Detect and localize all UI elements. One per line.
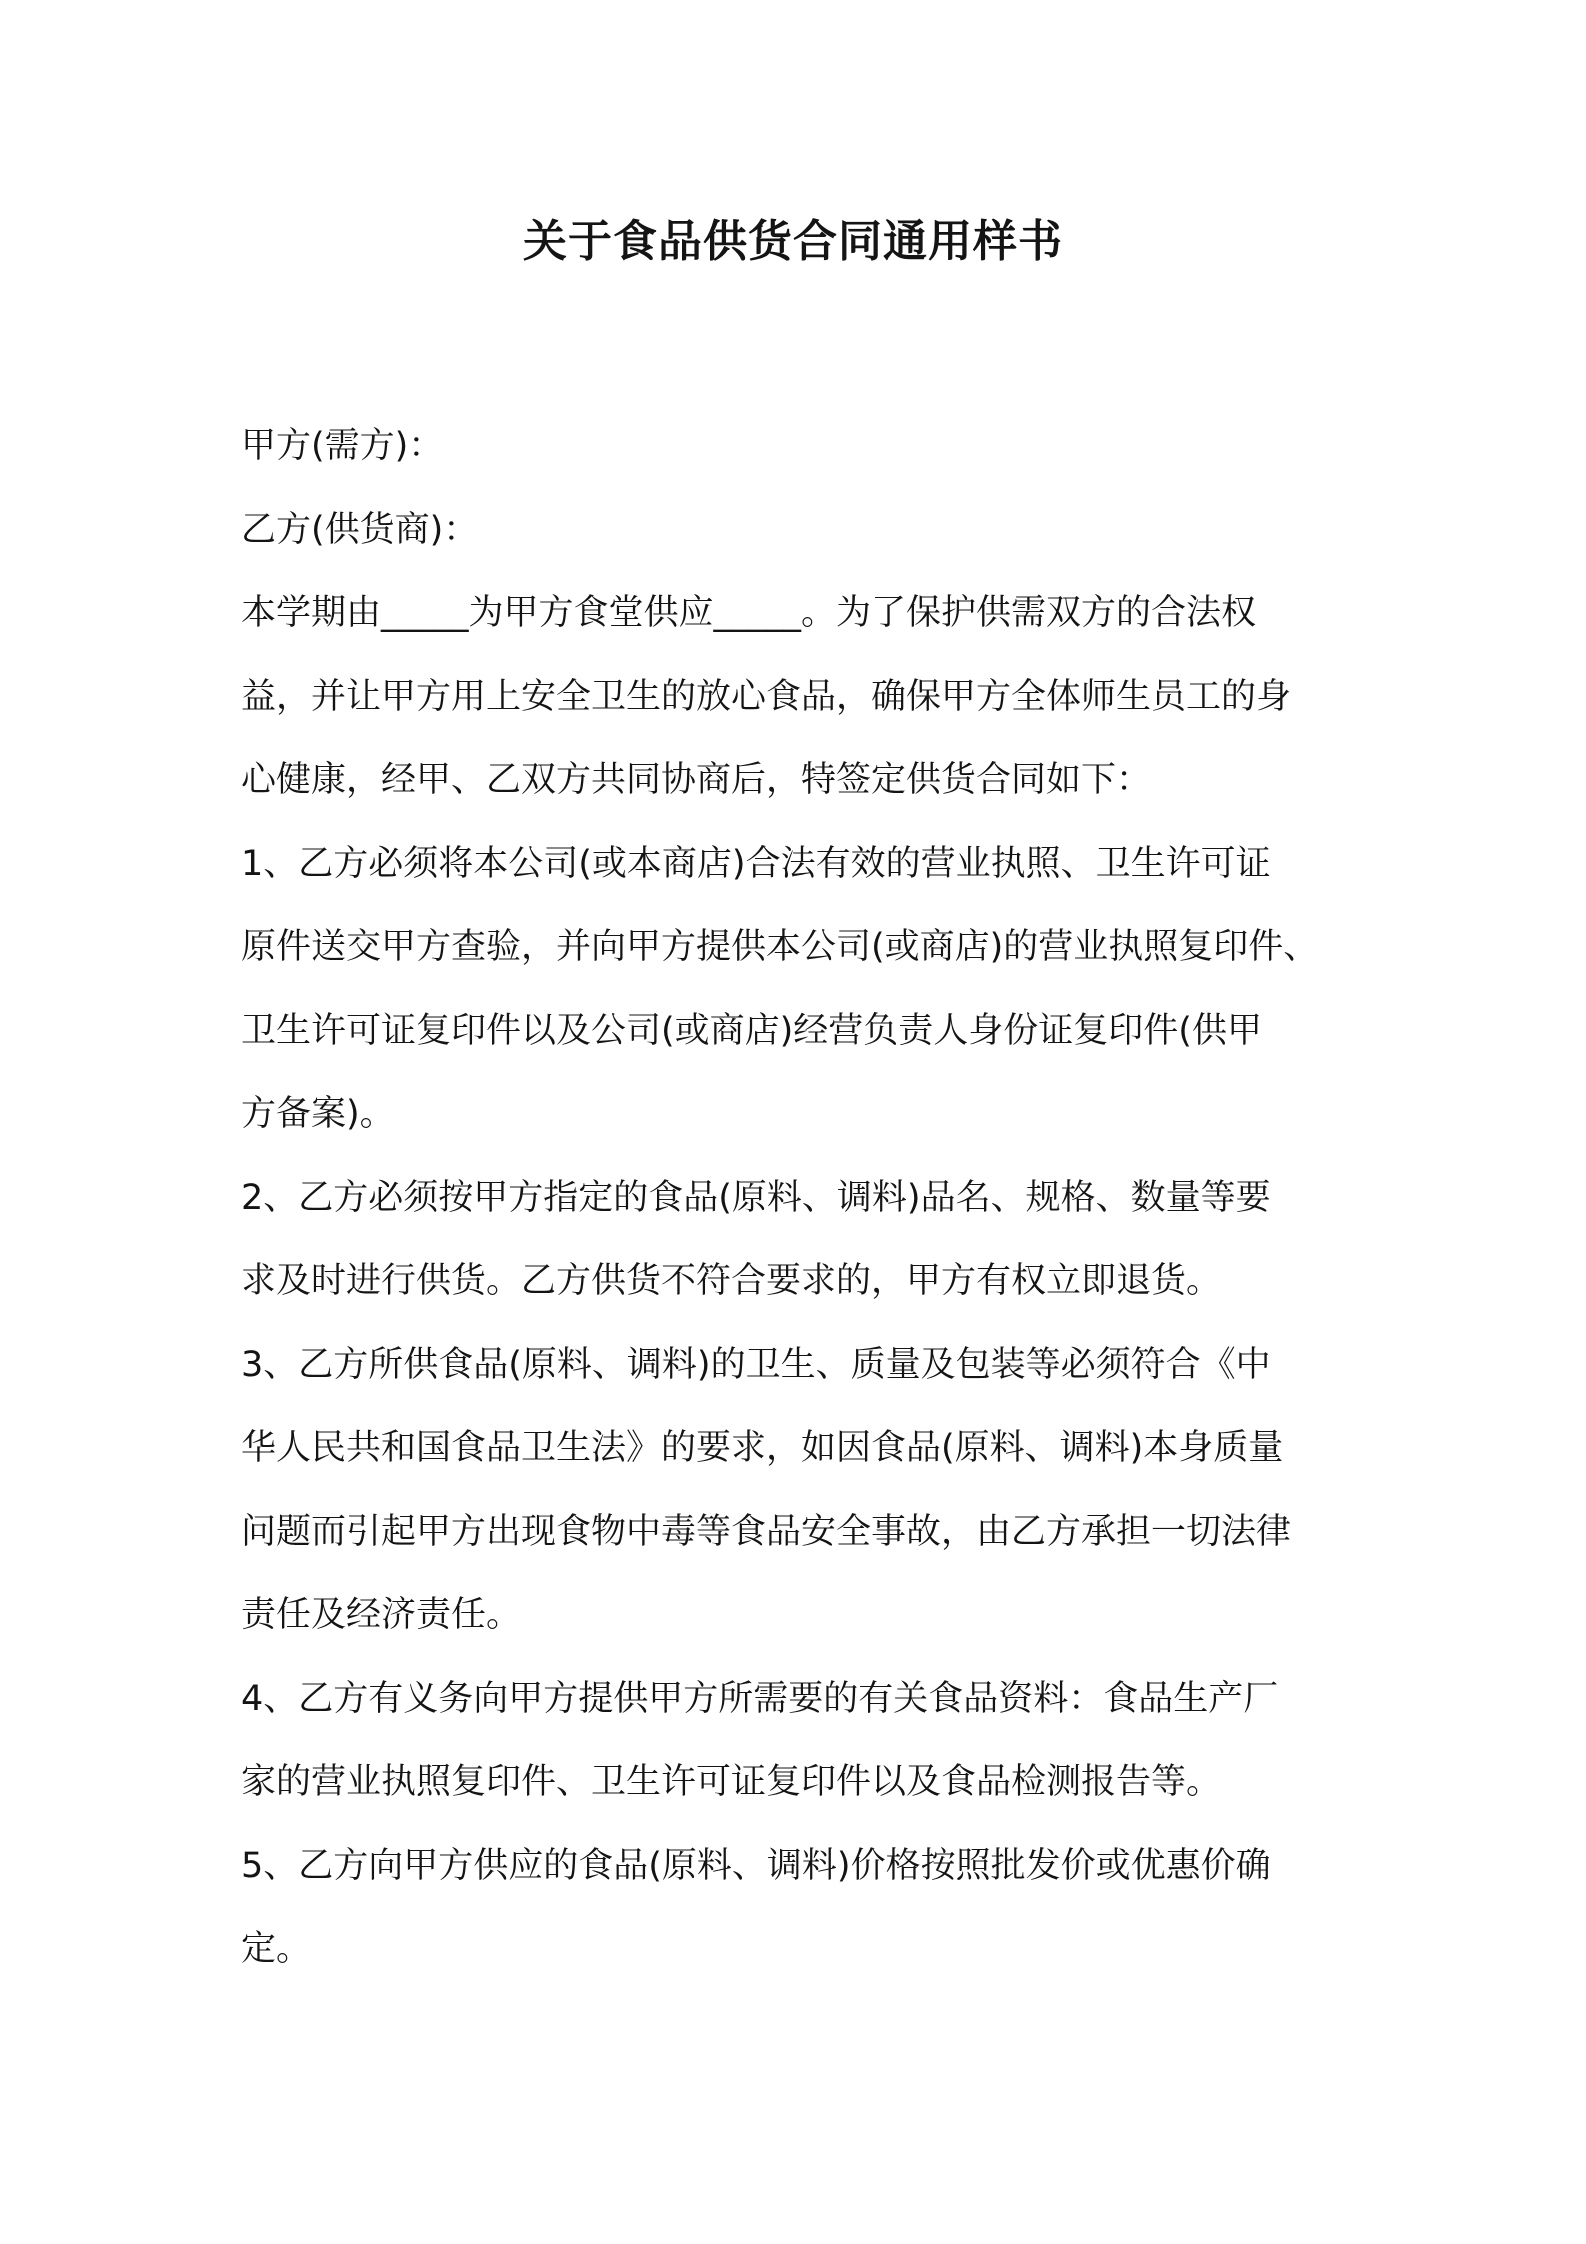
clause-1-line: 卫生许可证复印件以及公司(或商店)经营负责人身份证复印件(供甲 (241, 1010, 1262, 1051)
document-title: 关于食品供货合同通用样书 (523, 216, 1063, 267)
intro-line: 益，并让甲方用上安全卫生的放心食品，确保甲方全体师生员工的身 (241, 676, 1292, 717)
clause-2-line: 求及时进行供货。乙方供货不符合要求的，甲方有权立即退货。 (241, 1261, 1222, 1301)
intro-line: 心健康，经甲、乙双方共同协商后，特签定供货合同如下： (241, 760, 1152, 800)
clause-2-line: 2、乙方必须按甲方指定的食品(原料、调料)品名、规格、数量等要 (241, 1177, 1271, 1218)
clause-5-line: 定。 (241, 1929, 312, 1969)
party-b-line: 乙方(供货商)： (241, 509, 479, 550)
party-a-line: 甲方(需方)： (241, 426, 444, 466)
clause-3-line: 华人民共和国食品卫生法》的要求，如因食品(原料、调料)本身质量 (241, 1428, 1284, 1468)
document-body (241, 405, 1366, 1992)
clause-3-line: 3、乙方所供食品(原料、调料)的卫生、质量及包装等必须符合《中 (241, 1344, 1271, 1385)
clause-1-line: 1、乙方必须将本公司(或本商店)合法有效的营业执照、卫生许可证 (241, 843, 1271, 884)
clause-4-line: 家的营业执照复印件、卫生许可证复印件以及食品检测报告等。 (241, 1762, 1222, 1802)
clause-3-line: 问题而引起甲方出现食物中毒等食品安全事故，由乙方承担一切法律 (241, 1511, 1292, 1552)
intro-line: 本学期由_____为甲方食堂供应_____。为了保护供需双方的合法权 (241, 593, 1257, 633)
clause-4-line: 4、乙方有义务向甲方提供甲方所需要的有关食品资料：食品生产厂 (241, 1678, 1279, 1719)
clause-1-line: 方备案)。 (241, 1094, 395, 1134)
clause-5-line: 5、乙方向甲方供应的食品(原料、调料)价格按照批发价或优惠价确 (241, 1845, 1271, 1886)
clause-1-line: 原件送交甲方查验，并向甲方提供本公司(或商店)的营业执照复印件、 (241, 927, 1319, 967)
clause-3-line: 责任及经济责任。 (241, 1595, 522, 1635)
